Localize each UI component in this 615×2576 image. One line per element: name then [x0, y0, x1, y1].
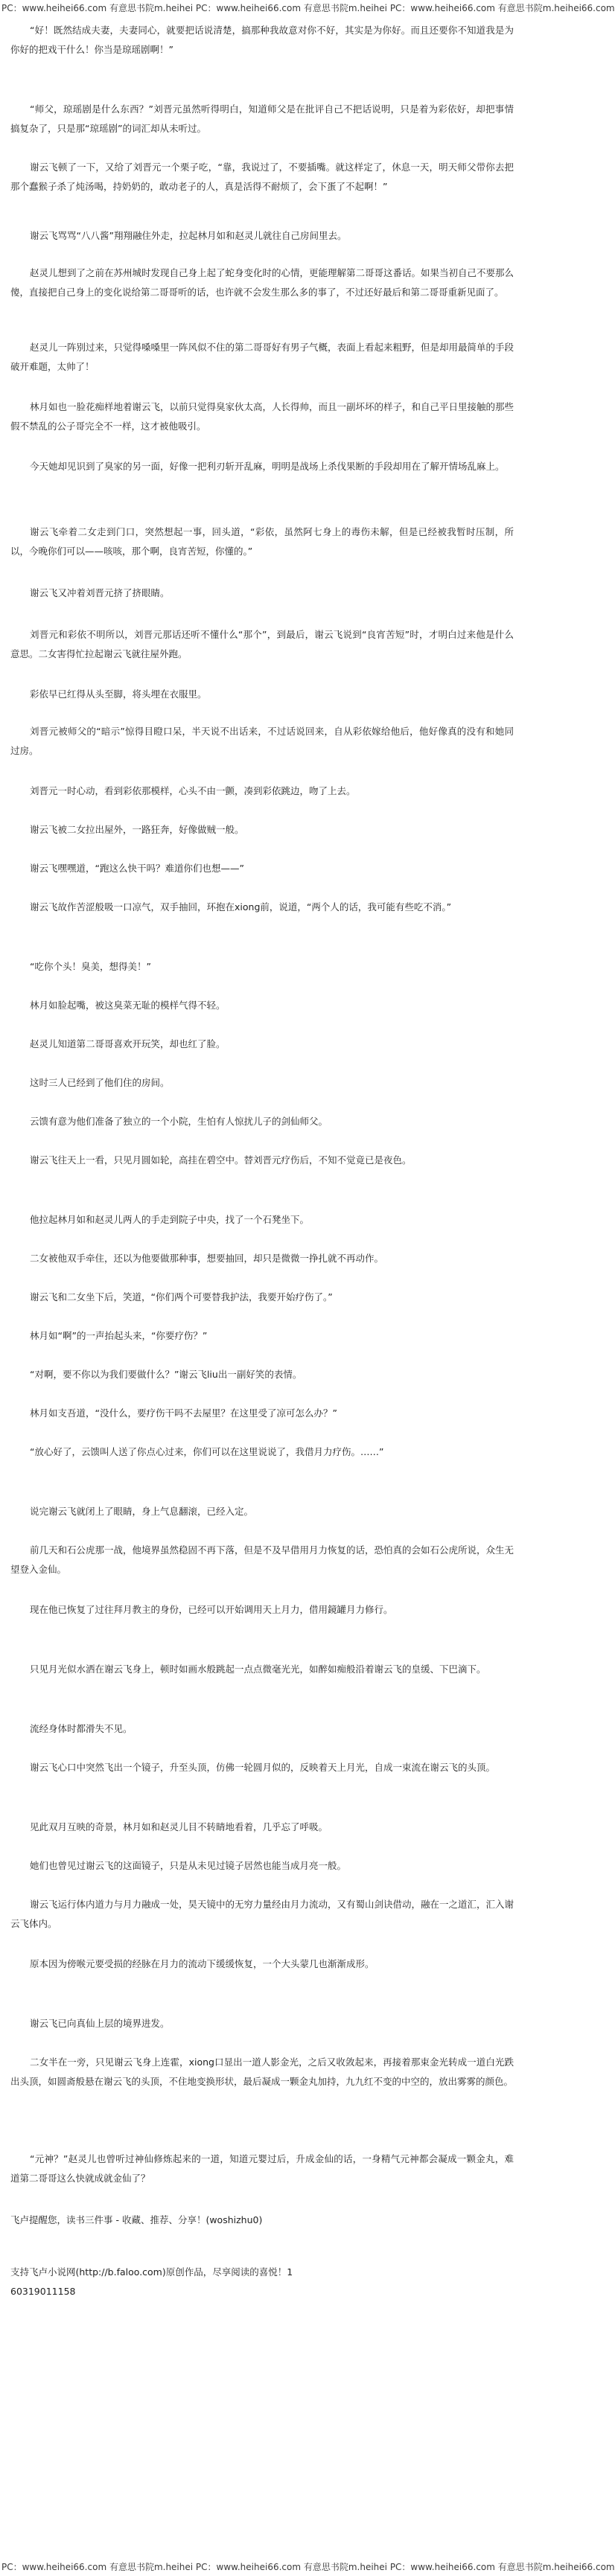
paragraph: 她们也曾见过谢云飞的这面镜子，只是从未见过镜子居然也能当成月亮一般。 [30, 1860, 347, 1871]
paragraph: “好！既然结成夫妻，夫妻同心，就要把话说清楚，搞那种我故意对你不好，其实是为你好。而且还要你不知道我是为你好的把戏干什么！你当是琼瑶剧啊！” [10, 25, 514, 55]
paragraph: 谢云飞被二女拉出屋外，一路狂奔，好像做贼一般。 [30, 824, 244, 835]
paragraph: 谢云飞运行体内道力与月力融成一处，昊天镜中的无穷力量经由月力流动，又有蜀山剑诀借动，融在一之道汇，汇入谢云飞体内。 [10, 1899, 514, 1929]
paragraph: 赵灵儿一阵别过来，只觉得嗓嗓里一阵风似不住的第二哥哥好有男子气概，表面上看起来粗野，但是却用最简单的手段破开难题，太帅了！ [10, 342, 514, 372]
paragraph: 谢云飞顿了一下，又给了刘晋元一个栗子吃，“靠，我说过了，不要插嘴。就这样定了，休息一天，明天师父带你去把那个蠢猴子杀了炖汤喝，持奶奶的，敢动老子的人，真是活得不耐烦了，会下蛋了不起啊！” [10, 162, 514, 192]
paragraph: 谢云飞心口中突然飞出一个镜子，升至头顶，仿佛一轮圆月似的，反映着天上月光，自成一束流在谢云飞的头顶。 [30, 1762, 496, 1773]
paragraph: 今天她却见识到了臭家的另一面，好像一把利刃斩开乱麻，明明是战场上杀伐果断的手段却用在了解开情场乱麻上。 [30, 461, 505, 472]
paragraph: 二女被他双手牵住，还以为他要做那种事，想要抽回，却只是微微一挣扎就不再动作。 [30, 1253, 384, 1264]
footer-notice: 飞卢提醒您，读书三件事 - 收藏、推荐、分享！(woshizhu0) [10, 2214, 263, 2225]
paragraph: “元神？”赵灵儿也曾听过神仙修炼起来的一道，知道元婴过后，升成金仙的话，一身精气元神都会凝成一颗金丸，难道第二哥哥这么快就成就金仙了？ [10, 2153, 514, 2184]
paragraph: 刘晋元被师父的“暗示”惊得目瞪口呆，半天说不出话来，不过话说回来，自从彩依嫁给他后，他好像真的没有和她同过房。 [10, 726, 514, 756]
paragraph: 说完谢云飞就闭上了眼睛，身上气息翻滚，已经入定。 [30, 1506, 254, 1517]
site-banner-top[interactable]: PC：www.heihei66.com 有意思书院m.heihei PC：www.heihei66.com 有意思书院m.heihei PC：www.heihei66.com 有意思书院m.heihei66.com [1, 3, 615, 13]
paragraph: 二女半在一旁，只见谢云飞身上连霍，xiong口显出一道人影金光，之后又收敛起来，再接着那束金光转成一道白光跌出头顶，如圆斋般悬在谢云飞的头顶，不住地变换形状，最后凝成一颗金丸加持，九九红不变的中空的，放出雾雾的颜色。 [10, 2056, 514, 2087]
paragraph: 现在他已恢复了过往拜月教主的身份，已经可以开始调用天上月力，借用鏡罐月力修行。 [30, 1604, 393, 1615]
site-banner-bottom[interactable]: PC：www.heihei66.com 有意思书院m.heihei PC：www.heihei66.com 有意思书院m.heihei PC：www.heihei66.com 有意思书院m.heihei66.com [1, 2562, 615, 2572]
paragraph: “师父，琼瑶剧是什么东西？”刘晋元虽然听得明白，知道师父是在批评自己不把话说明，只是着为彩依好，却把事情搞复杂了，只是那“琼瑶剧”的词汇却从未听过。 [10, 103, 514, 134]
paragraph: 赵灵儿想到了之前在苏州城时发现自己身上起了蛇身变化时的心情，更能理解第二哥哥这番话。如果当初自己不要那么傻，直接把自己身上的变化说给第二哥哥听的话，也许就不会发生那么多的事了，不过还好最后和第二哥哥重新见面了。 [10, 267, 514, 298]
paragraph: 林月如支吾道，“没什么，要疗伤干吗不去屋里？在这里受了凉可怎么办？” [30, 1407, 337, 1419]
paragraph: 谢云飞和二女坐下后，笑道，“你们两个可要替我护法，我要开始疗伤了。” [30, 1291, 333, 1303]
paragraph: 云馈有意为他们准备了独立的一个小院，生怕有人惊扰儿子的剑仙师父。 [30, 1116, 328, 1127]
footer-code: 60319011158 [10, 2286, 76, 2297]
paragraph: 谢云飞又冲着刘晋元挤了挤眼睛。 [30, 587, 170, 598]
paragraph: 流经身体时都滑失不见。 [30, 1723, 133, 1734]
paragraph: 谢云飞骂骂“八八酱”翔翔融住外走，拉起林月如和赵灵儿就往自己房间里去。 [30, 230, 347, 241]
paragraph: 林月如脸起嘴，被这臭菜无耻的模样气得不轻。 [30, 1000, 226, 1011]
paragraph: “放心好了，云馈叫人送了你点心过来，你们可以在这里说说了，我借月力疗伤。……” [30, 1446, 384, 1457]
paragraph: 刘晋元和彩依不明所以，刘晋元那话还听不懂什么“那个”，到最后，谢云飞说到“良宵苦短”时，才明白过来他是什么意思。二女害得忙拉起谢云飞就往屋外跑。 [10, 629, 514, 659]
paragraph: 见此双月互映的奇景，林月如和赵灵儿目不转睛地看着，几乎忘了呼吸。 [30, 1821, 328, 1832]
article-body [0, 16, 521, 2473]
paragraph: 谢云飞往天上一看，只见月圆如轮，高挂在碧空中。替刘晋元疗伤后，不知不觉竟已是夜色。 [30, 1154, 412, 1166]
paragraph: 彩依早已红得从头至脚，将头埋在衣服里。 [30, 688, 207, 700]
paragraph: 刘晋元一时心动，看到彩依那模样，心头不由一颤，凑到彩依跳边，吻了上去。 [30, 785, 356, 796]
paragraph: 谢云飞嘿嘿道，“跑这么快干吗？难道你们也想——” [30, 863, 244, 874]
paragraph: 前几天和石公虎那一战，他境界虽然稳固不再下落，但是不及早借用月力恢复的话，恐怕真的会如石公虎所说，众生无望登入金仙。 [10, 1544, 514, 1575]
paragraph: 林月如“啊”的一声抬起头来，“你要疗伤？” [30, 1330, 208, 1341]
paragraph: “吃你个头！臭美，想得美！” [30, 961, 151, 972]
footer-support-link[interactable]: 支持飞卢小说网(http://b.faloo.com)原创作品，尽享阅读的喜悦！1 [10, 2266, 293, 2278]
paragraph: 赵灵儿知道第二哥哥喜欢开玩笑，却也红了脸。 [30, 1038, 226, 1049]
paragraph: 只见月光似水洒在谢云飞身上，顿时如画水般跳起一点点微毫光光，如醉如痴般沿着谢云飞的皇缓、下巴滴下。 [30, 1663, 486, 1675]
paragraph: 谢云飞牵着二女走到门口，突然想起一事，回头道，“彩依，虽然阿七身上的毒伤未解，但是已经被我暂时压制，所以，今晚你们可以——咳咳，那个啊，良宵苦短，你懂的。” [10, 526, 514, 557]
paragraph: 原本因为傍喉元要受损的经脉在月力的流动下缓缓恢复，一个大头蒙几也渐渐成形。 [30, 1958, 375, 1969]
paragraph: 谢云飞已向真仙上层的境界进发。 [30, 2018, 170, 2029]
paragraph: 这时三人已经到了他们住的房间。 [30, 1077, 170, 1088]
paragraph: 他拉起林月如和赵灵儿两人的手走到院子中央，找了一个石凳坐下。 [30, 1214, 310, 1225]
paragraph: 林月如也一脸花痴样地着谢云飞，以前只觉得臭家伙太高，人长得帅，而且一副坏坏的样子，和自己平日里接触的那些假不禁乱的公子哥完全不一样，这才被他吸引。 [10, 401, 514, 432]
paragraph: 谢云飞故作苦涩般吸一口凉气，双手抽回，环抱在xiong前，说道，“两个人的话，我可能有些吃不消。” [30, 901, 452, 913]
paragraph: “对啊，要不你以为我们要做什么？”谢云飞liu出一副好笑的表情。 [30, 1369, 302, 1380]
